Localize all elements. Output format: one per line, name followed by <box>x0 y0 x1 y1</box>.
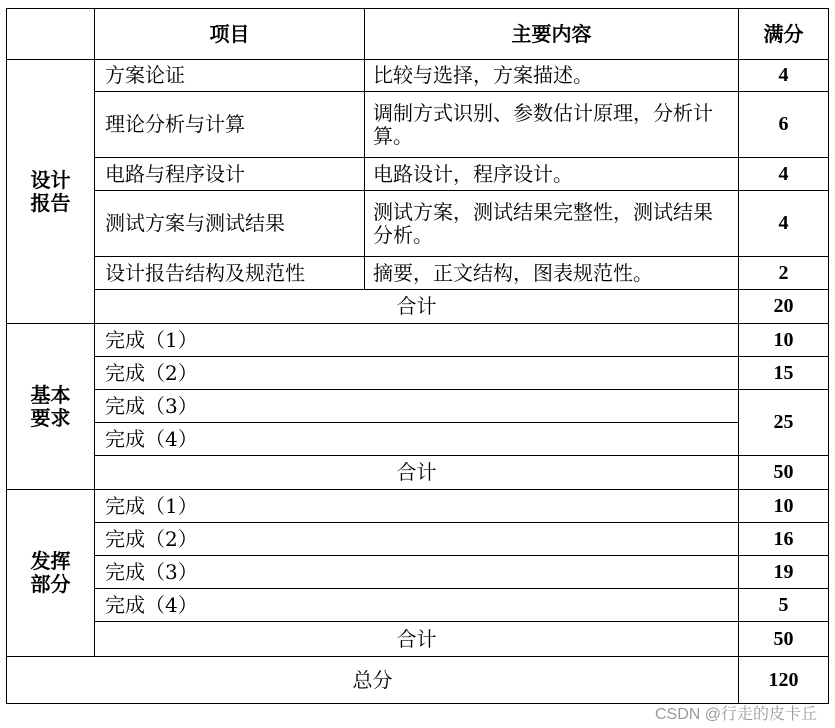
section-title-line: 基本 <box>30 382 71 407</box>
score-cell: 19 <box>739 556 829 589</box>
table-row <box>7 60 829 92</box>
item-cell: 测试方案与测试结果 <box>95 191 365 257</box>
subtotal-row <box>7 622 829 657</box>
content-cell: 电路设计，程序设计。 <box>365 158 739 191</box>
section-title-line: 报告 <box>30 190 71 215</box>
score-cell: 5 <box>739 589 829 622</box>
header-content: 主要内容 <box>365 9 739 60</box>
section-title-basic <box>7 324 95 490</box>
score-cell: 2 <box>739 257 829 290</box>
table-row <box>7 423 829 456</box>
table-row <box>7 490 829 523</box>
subtotal-label: 合计 <box>95 290 739 324</box>
section-title-line: 发挥 <box>30 549 71 573</box>
header-score: 满分 <box>739 9 829 60</box>
table-row <box>7 556 829 589</box>
item-cell: 完成（4） <box>95 423 739 456</box>
score-cell: 4 <box>739 191 829 257</box>
subtotal-label: 合计 <box>95 456 739 490</box>
score-cell: 4 <box>739 158 829 191</box>
table-row <box>7 523 829 556</box>
score-cell: 6 <box>739 92 829 158</box>
section-title-design <box>7 60 95 324</box>
content-cell: 摘要，正文结构，图表规范性。 <box>365 257 739 290</box>
item-cell: 理论分析与计算 <box>95 92 365 158</box>
score-cell: 15 <box>739 357 829 390</box>
content-cell: 调制方式识别、参数估计原理，分析计算。 <box>365 92 739 158</box>
total-row <box>7 657 829 704</box>
subtotal-score: 50 <box>739 456 829 490</box>
subtotal-row <box>7 456 829 490</box>
subtotal-score: 20 <box>739 290 829 324</box>
content-cell: 比较与选择，方案描述。 <box>365 60 739 92</box>
item-cell: 完成（2） <box>95 357 739 390</box>
item-cell: 设计报告结构及规范性 <box>95 257 365 290</box>
subtotal-label: 合计 <box>95 622 739 657</box>
score-cell: 10 <box>739 490 829 523</box>
table-row <box>7 92 829 158</box>
score-cell: 16 <box>739 523 829 556</box>
item-cell: 完成（3） <box>95 556 739 589</box>
score-cell: 25 <box>739 390 829 456</box>
header-row <box>7 9 829 60</box>
score-cell: 4 <box>739 60 829 92</box>
header-item: 项目 <box>95 9 365 60</box>
item-cell: 完成（2） <box>95 523 739 556</box>
section-title-advanced <box>7 490 95 657</box>
content-cell: 测试方案，测试结果完整性，测试结果分析。 <box>365 191 739 257</box>
table-row <box>7 357 829 390</box>
total-score: 120 <box>739 657 829 704</box>
item-cell: 方案论证 <box>95 60 365 92</box>
item-cell: 完成（4） <box>95 589 739 622</box>
table-row <box>7 158 829 191</box>
item-cell: 完成（1） <box>95 324 739 357</box>
score-cell: 10 <box>739 324 829 357</box>
item-cell: 完成（1） <box>95 490 739 523</box>
section-title-line: 设计 <box>30 167 71 192</box>
header-empty-cell <box>7 9 95 60</box>
scoring-table <box>6 8 829 704</box>
table-row <box>7 257 829 290</box>
watermark: CSDN @行走的皮卡丘 <box>654 706 817 723</box>
section-title-line: 要求 <box>30 405 71 430</box>
subtotal-score: 50 <box>739 622 829 657</box>
total-label: 总分 <box>7 657 739 704</box>
item-cell: 完成（3） <box>95 390 739 423</box>
table-row <box>7 191 829 257</box>
table-row <box>7 589 829 622</box>
table-row <box>7 390 829 423</box>
table-row <box>7 324 829 357</box>
item-cell: 电路与程序设计 <box>95 158 365 191</box>
subtotal-row <box>7 290 829 324</box>
section-title-line: 部分 <box>30 572 71 596</box>
